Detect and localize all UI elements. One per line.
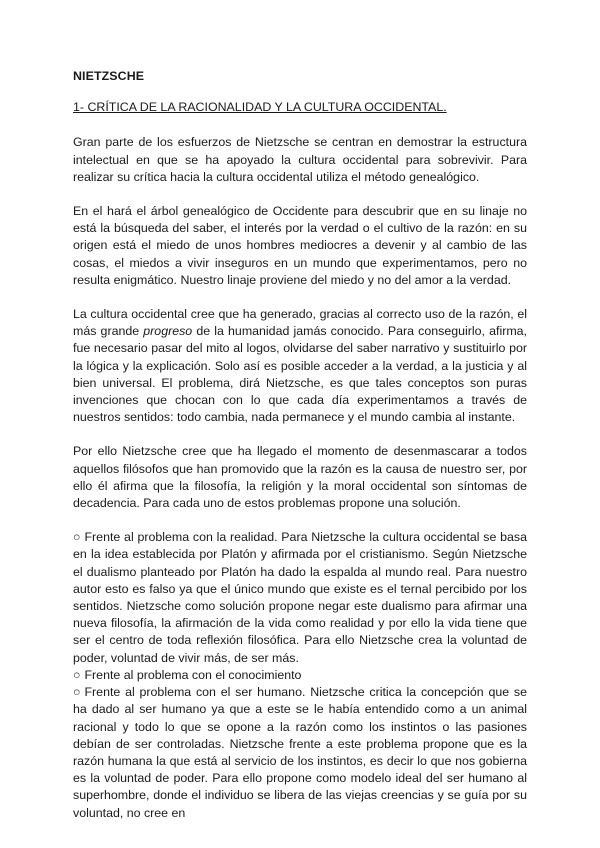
section-heading: 1- CRÍTICA DE LA RACIONALIDAD Y LA CULTURA OCCIDENTAL.	[73, 100, 447, 115]
paragraph-3-text-a: La cultura occidental cree que ha generado, gracias al correcto uso de la razón, el más grande	[73, 307, 527, 339]
document-page	[73, 68, 527, 822]
document-title: NIETZSCHE	[73, 69, 145, 83]
bullet-text: Frente al problema con el conocimiento	[84, 667, 302, 682]
paragraph-3-emphasis: progreso	[143, 324, 193, 339]
circle-bullet-icon: ○	[73, 667, 81, 682]
bullet-item-knowledge	[73, 667, 527, 684]
bullet-text: Frente al problema con la realidad. Para Nietzsche la cultura occidental se basa en la idea establecida por Platón y afirmada por el cristianismo. Según Nietzsche el dualismo planteado por Platón ha dado la espalda al mundo real. Para nuestro autor esto es falso ya que el único mundo que existe es el ternal percibido por los sentidos. Nietzsche como solución propone negar este dualismo para afirmar una nueva filosofía, la afirmación de la vida como realidad y por ello la vida tiene que ser el centro de toda reflexión filosófica. Para ello Nietzsche crea la voluntad de poder, voluntad de vivir más, de ser más.	[73, 530, 527, 665]
circle-bullet-icon: ○	[73, 685, 81, 700]
bullet-item-reality	[73, 529, 527, 667]
circle-bullet-icon: ○	[73, 530, 81, 545]
bullet-item-human-being	[73, 684, 527, 822]
paragraph-4: Por ello Nietzsche cree que ha llegado el momento de desenmascarar a todos aquellos filósofos que han promovido que la razón es la causa de nuestro ser, por ello él afirma que la filosofía, la religión y la moral occidental son síntomas de decadencia. Para cada uno de estos problemas propone una solución.	[73, 444, 527, 511]
paragraph-1: Gran parte de los esfuerzos de Nietzsche se centran en demostrar la estructura intelectual en que se ha apoyado la cultura occidental para sobrevivir. Para realizar su crítica hacia la cultura occidental utiliza el método genealógico.	[73, 135, 527, 184]
paragraph-3-text-b: de la humanidad jamás conocido. Para conseguirlo, afirma, fue necesario pasar del mito al logos, olvidarse del saber narrativo y sustituirlo por la lógica y la explicación. Solo así es posible acceder a la verdad, a la justicia y al bien universal. El problema, dirá Nietzsche, es que tales conceptos son puras invenciones que chocan con lo que cada día experimentamos a través de nuestros sentidos: todo cambia, nada permanece y el mundo cambia al instante.	[73, 324, 527, 425]
paragraph-2: En el hará el árbol genealógico de Occidente para descubrir que en su linaje no está la búsqueda del saber, el interés por la verdad o el cultivo de la razón: en su origen está el miedo de unos hombres mediocres a devenir y al cambio de las cosas, el miedos a vivir inseguros en un mundo que experimentamos, pero no resulta enigmático. Nuestro linaje proviene del miedo y no del amor a la verdad.	[73, 204, 527, 287]
paragraph-3	[73, 306, 527, 426]
bullet-text: Frente al problema con el ser humano. Nietzsche critica la concepción que se ha dado al ser humano ya que a este se le había entendido como a un animal racional y todo lo que se opone a la razón como los instintos o las pasiones debían de ser controladas. Nietzsche frente a este problema propone que es la razón humana la que está al servicio de los instintos, es decir lo que nos gobierna es la voluntad de poder. Para ello propone como modelo ideal del ser humano al superhombre, donde el individuo se libera de las viejas creencias y se guía por su voluntad, no cree en	[73, 685, 527, 820]
